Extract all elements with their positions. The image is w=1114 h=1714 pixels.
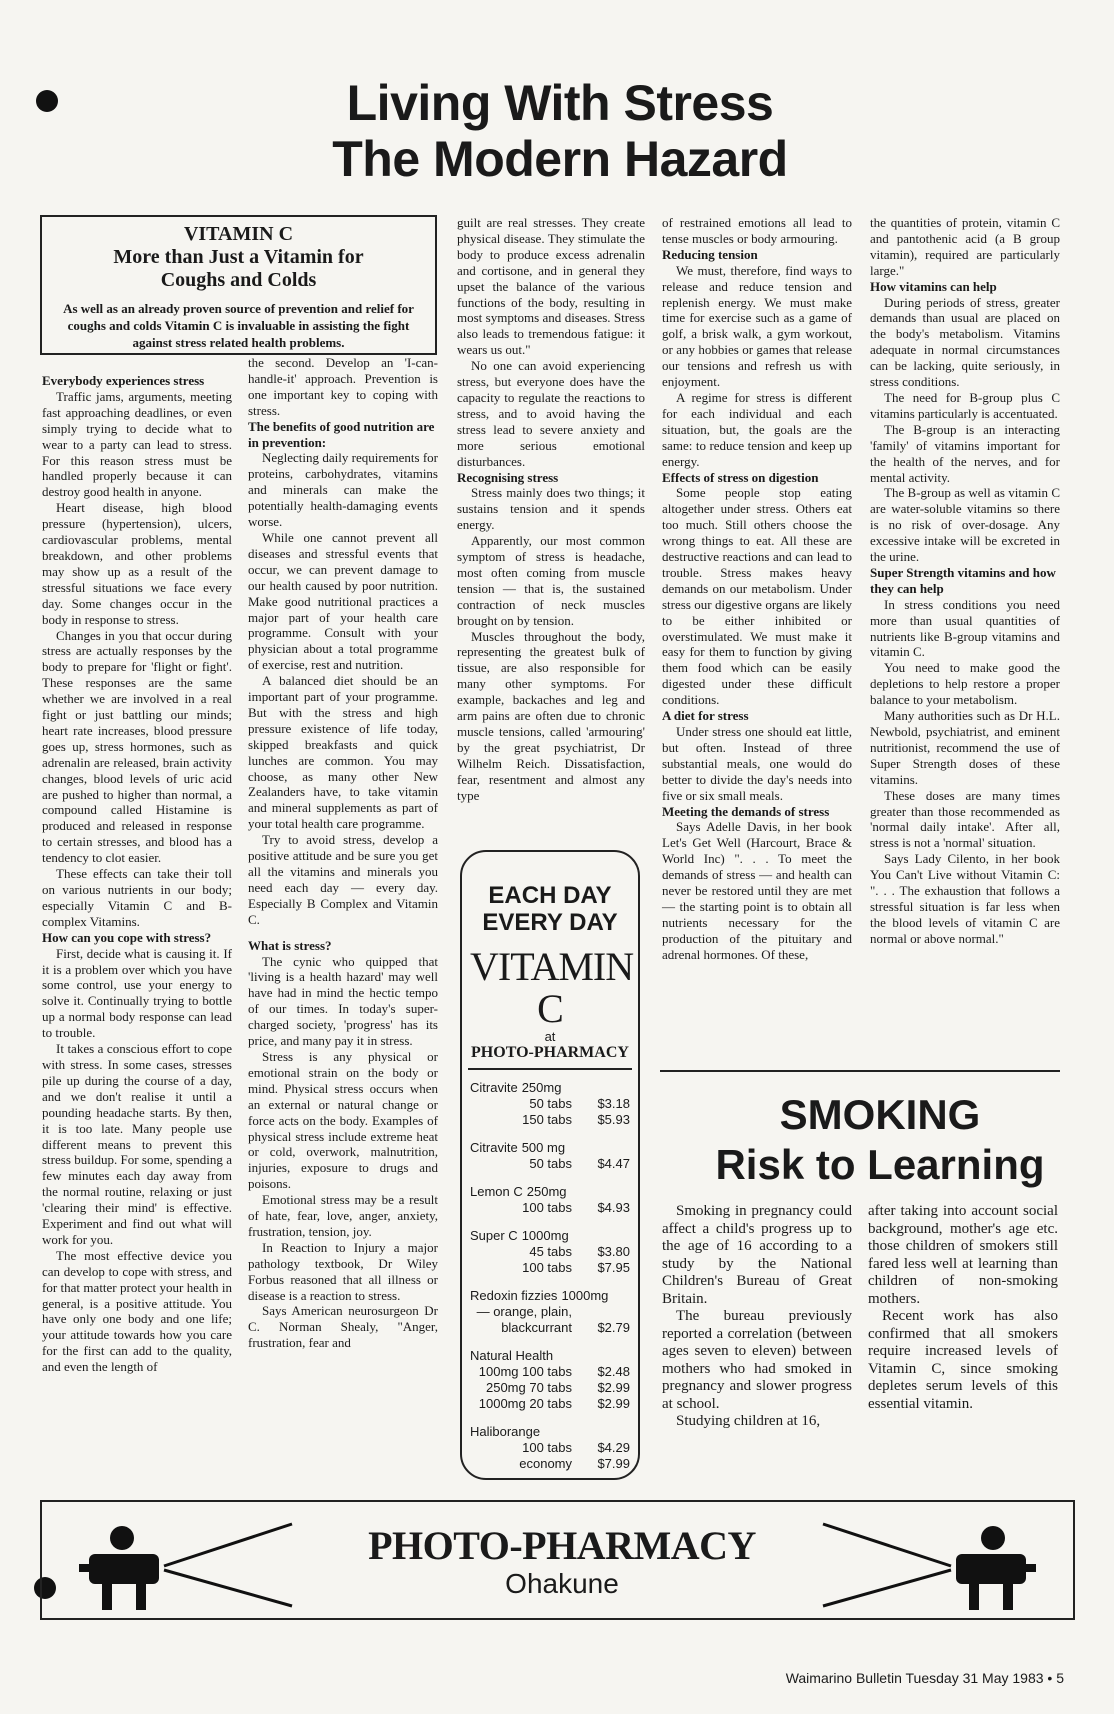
paragraph: Traffic jams, arguments, meeting fast approaching deadlines, or even simply trying to decide what to wear to a party can lead to stress. For this reason stress must be handled properly because it can destroy good health in anyone. xyxy=(42,388,232,500)
article-column-4 xyxy=(662,215,852,963)
product-name xyxy=(470,1348,630,1364)
paragraph: The cynic who quipped that 'living is a health hazard' may well have had in mind the hectic tempo of our times. In today's super-charged society, 'progress' has its price, and many pay it in stress. xyxy=(248,953,438,1049)
product-price-row xyxy=(470,1260,630,1276)
product-item xyxy=(470,1348,630,1412)
product-quantity: economy xyxy=(519,1456,572,1471)
paragraph: In stress conditions you need more than usual quantities of nutrients like B-group vitamins and vitamin C. xyxy=(870,596,1060,660)
paragraph: Apparently, our most common symptom of stress is headache, most often coming from muscle tension — that is, the sustained contraction of neck muscles brought on by tension. xyxy=(457,533,645,628)
paragraph: Smoking in pregnancy could affect a child's progress up to the age of 16 according to a study by the National Children's Bureau of Great Britain. xyxy=(662,1203,852,1307)
product-size: 1000mg xyxy=(561,1288,609,1303)
paragraph: It takes a conscious effort to cope with stress. In some cases, stresses pile up during the course of a day, and we don't realise it until a pounding headache starts. By then, it is too late. Many people use different means to prevent this stress buildup. For some, spending a few minutes each day away from the normal routine, relaxing or just 'clearing their mind' is effective. Experiment and find out what will work for you. xyxy=(42,1041,232,1247)
article-column-5 xyxy=(870,215,1060,947)
paragraph: In Reaction to Injury a major pathology textbook, Dr Wiley Forbus reasoned that all illness or disease is a reaction to stress. xyxy=(248,1239,438,1303)
banner-store-name: PHOTO-PHARMACY xyxy=(368,1523,756,1568)
paragraph: the second. Develop an 'I-can-handle-it' approach. Prevention is one important key to coping with stress. xyxy=(248,355,438,418)
product-quantity: 100 tabs xyxy=(522,1440,572,1455)
product-price-row xyxy=(470,1320,630,1336)
product-size: 250mg xyxy=(521,1080,562,1095)
subheading: The benefits of good nutrition are in prevention: xyxy=(248,418,435,450)
paragraph: The B-group as well as vitamin C are water-soluble vitamins so there is no risk of over-dosage. Any excessive intake will be excreted in the urine. xyxy=(870,485,1060,565)
product-price: $2.99 xyxy=(597,1396,630,1411)
paragraph: Muscles throughout the body, representing the greatest bulk of tissue, are also responsible for many other symptoms. For example, backaches and leg and arm pains are often due to chronic muscle tensions, called 'armouring' by the great psychiatrist, Dr Wilhelm Reich. Dissatisfaction, fear, resentment and almost any type xyxy=(457,628,645,803)
paragraph: Emotional stress may be a result of hate, fear, love, anger, anxiety, frustration, tension, joy. xyxy=(248,1192,438,1239)
paragraph: guilt are real stresses. They create physical disease. They stimulate the body to produce excess adrenalin and cortisone, and in general they upset the balance of the various functions of the body, resulting in most symptoms and diseases. Stress also leads to tremendous fatigue: it wears us out." xyxy=(457,215,645,358)
product-price-row xyxy=(470,1244,630,1260)
paragraph: These effects can take their toll on various nutrients in our body; especially Vitamin C and B-complex Vitamins. xyxy=(42,866,232,929)
product-quantity: 150 tabs xyxy=(522,1112,572,1127)
subheading: A diet for stress xyxy=(662,708,749,724)
title-line-1: Living With Stress xyxy=(346,75,774,131)
paragraph: During periods of stress, greater demands than usual are placed on the body's metabolism. Vitamins adequate in normal circumstances can be lacking, quite seriously, in stress conditions. xyxy=(870,294,1060,390)
paragraph: Stress mainly does two things; it sustains tension and it spends energy. xyxy=(457,485,645,533)
product-item xyxy=(470,1140,630,1172)
pharmacy-banner xyxy=(40,1500,1075,1620)
advert-store-name: PHOTO-PHARMACY xyxy=(468,1044,632,1070)
product-size: 500 mg xyxy=(521,1140,566,1155)
article-column-1 xyxy=(42,373,232,1375)
product-size: 1000mg xyxy=(521,1228,569,1243)
product-quantity: 1000mg 20 tabs xyxy=(478,1396,572,1411)
product-name xyxy=(470,1228,630,1244)
product-price: $2.99 xyxy=(597,1380,630,1395)
box-body: As well as an already proven source of prevention and relief for coughs and colds Vitamin C is invaluable in assisting the fight against stress related health problems. xyxy=(63,301,414,350)
paragraph: These doses are many times greater than those recommended as 'normal daily intake'. After all, stress is not a 'normal' situation. xyxy=(870,787,1060,851)
paragraph: Neglecting daily requirements for proteins, carbohydrates, vitamins and minerals can make the potentially health-damaging events worse. xyxy=(248,450,438,530)
paragraph: A regime for stress is different for each individual and each situation, but, the goals are the same: to reduce tension and keep up energy. xyxy=(662,389,852,469)
paragraph: Says American neurosurgeon Dr C. Norman Shealy, "Anger, frustration, fear and xyxy=(248,1303,438,1351)
product-price: $2.79 xyxy=(597,1320,630,1335)
paragraph: the quantities of protein, vitamin C and pantothenic acid (a B group vitamin), required are particularly large." xyxy=(870,215,1060,278)
paragraph: of restrained emotions all lead to tense muscles or body armouring. xyxy=(662,215,852,246)
vitamin-c-advert xyxy=(460,850,640,1480)
paragraph: No one can avoid experiencing stress, but everyone does have the capacity to regulate the reactions to stress, and to avoid having the stress lead to severe anxiety and more serious emotional disturbances. xyxy=(457,358,645,469)
paragraph: Changes in you that occur during stress are actually responses by the body to prepare for 'flight or fight'. These responses are the same whether we are involved in a real fight or just battling our minds; heart rate increases, blood pressure goes up, stress hormones, such as adrenalin are released, brain activity changes, blood levels of uric acid are pushed to higher than normal, a compound called Histamine is produced and released in response to certain stresses, and blood has a tendency to clot easier. xyxy=(42,627,232,866)
subheading: Recognising stress xyxy=(457,469,559,485)
subheading: How can you cope with stress? xyxy=(42,929,212,945)
smoking-column-1 xyxy=(662,1203,852,1431)
paragraph: Says Adelle Davis, in her book Let's Get Well (Harcourt, Brace & World Inc) ". . . To meet the demands of stress — and health can never be restored until they are met — the starting point is to obtain all nutrients necessary for the production of the pituitary and adrenal hormones. Of these, xyxy=(662,819,852,962)
paragraph: The bureau previously reported a correlation (between ages seven to eleven) between mothers who had smoked in pregnancy and slower progress at school. xyxy=(662,1308,852,1412)
product-name-text: Citravite xyxy=(470,1080,518,1095)
product-name-text: Super C xyxy=(470,1228,518,1243)
smoking-title-line-2: Risk to Learning xyxy=(715,1141,1045,1188)
product-price: $4.29 xyxy=(597,1440,630,1455)
product-name xyxy=(470,1184,630,1200)
product-price-row xyxy=(470,1364,630,1380)
banner-town: Ohakune xyxy=(505,1568,619,1599)
product-name-text: Natural Health xyxy=(470,1348,554,1363)
paragraph: after taking into account social background, mother's age etc. those children of smokers still fared less well at learning than children of non-smoking mothers. xyxy=(868,1203,1058,1307)
product-quantity: 100mg 100 tabs xyxy=(478,1364,572,1379)
product-price-row xyxy=(470,1112,630,1128)
product-name-text: Citravite xyxy=(470,1140,518,1155)
paragraph: While one cannot prevent all diseases and stressful events that occur, we can prevent damage to our health caused by poor nutrition. Make good nutritional practices a major part of your health care programme. Consult with your physician about a total programme of exercise, rest and nutrition. xyxy=(248,529,438,673)
paragraph: Some people stop eating altogether under stress. Others eat too much. Still others choose the wrong things to eat. All these are destructive reactions and can lead to trouble. Stress makes heavy demands on our metabolism. Under stress our digestive organs are likely to be either inhibited or overstimulated. We must make it easy for them to function by giving them food which can be easily digested under these difficult conditions. xyxy=(662,485,852,708)
product-price-row xyxy=(470,1440,630,1456)
paragraph: You need to make good the depletions to help restore a proper balance to your metabolism. xyxy=(870,660,1060,708)
product-name-text: Redoxin fizzies xyxy=(470,1288,558,1303)
page-title xyxy=(200,75,920,187)
box-heading: Coughs and Colds xyxy=(160,269,317,291)
product-quantity: blackcurrant xyxy=(501,1320,572,1335)
product-price: $3.80 xyxy=(597,1244,630,1259)
paragraph: Stress is any physical or emotional strain on the body or mind. Physical stress occurs when an external or natural change or force acts on the body. Examples of physical stress include extreme heat or cold, overwork, malnutrition, injuries, exposure to drugs and poisons. xyxy=(248,1048,438,1192)
product-item xyxy=(470,1424,630,1472)
divider-rule xyxy=(660,1070,1060,1072)
product-price: $4.93 xyxy=(597,1200,630,1215)
paragraph: The B-group is an interacting 'family' of vitamins important for the health of the nerves, and for mental activity. xyxy=(870,421,1060,485)
product-name-text: Lemon C xyxy=(470,1184,523,1199)
product-name xyxy=(470,1424,630,1440)
subheading: Super Strength vitamins and how they can help xyxy=(870,564,1056,596)
product-name-text: Haliborange xyxy=(470,1424,541,1439)
paragraph: Under stress one should eat little, but often. Instead of three substantial meals, one would do better to divide the day's needs into five or six small meals. xyxy=(662,724,852,803)
product-quantity: 100 tabs xyxy=(522,1200,572,1215)
page-footer: Waimarino Bulletin Tuesday 31 May 1983 • 5 xyxy=(785,1670,1064,1686)
paragraph: Says Lady Cilento, in her book You Can't Live without Vitamin C: ". . . The exhaustion that follows a stressful situation is far less when the blood levels of vitamin C are normal or above normal." xyxy=(870,851,1060,946)
product-item xyxy=(470,1080,630,1128)
product-item xyxy=(470,1184,630,1216)
product-name xyxy=(470,1288,630,1304)
advert-heading: EVERY DAY xyxy=(482,909,618,936)
box-heading: More than Just a Vitamin for xyxy=(113,246,364,268)
product-size: 250mg xyxy=(526,1184,567,1199)
advert-at: at xyxy=(544,1029,556,1044)
product-price-row xyxy=(470,1200,630,1216)
subheading: What is stress? xyxy=(248,937,332,953)
subheading: How vitamins can help xyxy=(870,278,997,294)
product-price: $5.93 xyxy=(597,1112,630,1127)
paragraph: First, decide what is causing it. If it is a problem over which you have some control, use your energy to solve it. Continually trying to bottle up a normal body response can lead to trouble. xyxy=(42,945,232,1041)
paragraph: Heart disease, high blood pressure (hypertension), ulcers, cardiovascular problems, mental breakdown, and other problems may show up as a result of the stressful situations we face every day. Some changes occur in the body in response to stress. xyxy=(42,500,232,627)
mortar-pestle-icon xyxy=(821,1506,1061,1616)
registration-dot xyxy=(36,90,58,112)
product-price-row xyxy=(470,1304,630,1320)
product-quantity: 50 tabs xyxy=(529,1156,572,1171)
product-price-row xyxy=(470,1396,630,1412)
product-price: $2.48 xyxy=(597,1364,630,1379)
product-quantity: 100 tabs xyxy=(522,1260,572,1275)
product-name xyxy=(470,1080,630,1096)
paragraph: A balanced diet should be an important part of your programme. But with the stress and high pressure existence of life today, skipped breakfasts and quick lunches are common. You may choose, as many other New Zealanders have, to take vitamin and mineral supplements as part of your total health care programme. xyxy=(248,673,438,832)
paragraph: We must, therefore, find ways to release and reduce tension and replenish energy. We must make time for exercise such as a game of golf, a brisk walk, a gym workout, or any hobbies or games that release our tensions and refresh us with enjoyment. xyxy=(662,262,852,390)
paragraph: The most effective device you can develop to cope with stress, and for that matter protect your health in general, is a positive attitude. You have only one body and one life; your attitude towards how you care for the first can add to the quality, and even the length of xyxy=(42,1247,232,1375)
title-line-2: The Modern Hazard xyxy=(332,131,788,187)
subheading: Effects of stress on digestion xyxy=(662,469,819,485)
product-price: $7.95 xyxy=(597,1260,630,1275)
paragraph: Studying children at 16, xyxy=(676,1413,821,1429)
product-price xyxy=(580,1304,630,1320)
vitamin-c-box xyxy=(40,215,437,355)
smoking-title xyxy=(660,1090,1100,1190)
product-name xyxy=(470,1140,630,1156)
paragraph: Many authorities such as Dr H.L. Newbold, psychiatrist, and eminent nutritionist, recommend the use of Super Strength doses of these vitamins. xyxy=(870,708,1060,787)
paragraph: The need for B-group plus C vitamins particularly is accentuated. xyxy=(870,389,1060,421)
product-price-row xyxy=(470,1156,630,1172)
product-quantity: 250mg 70 tabs xyxy=(485,1380,572,1395)
product-price-row xyxy=(470,1096,630,1112)
subheading: Meeting the demands of stress xyxy=(662,803,830,819)
product-quantity: — orange, plain, xyxy=(476,1304,572,1319)
product-price: $7.99 xyxy=(597,1456,630,1471)
product-quantity: 45 tabs xyxy=(529,1244,572,1259)
product-item xyxy=(470,1228,630,1276)
mortar-pestle-icon xyxy=(54,1506,294,1616)
smoking-title-line-1: SMOKING xyxy=(779,1091,981,1138)
advert-heading: EACH DAY xyxy=(488,882,612,909)
subheading: Everybody experiences stress xyxy=(42,373,205,388)
product-list xyxy=(470,1080,630,1472)
product-item xyxy=(470,1288,630,1336)
product-price-row xyxy=(470,1380,630,1396)
paragraph: Try to avoid stress, develop a positive attitude and be sure you get all the vitamins and minerals you need each day — every day. Especially B Complex and Vitamin C. xyxy=(248,832,438,927)
subheading: Reducing tension xyxy=(662,246,758,262)
box-heading: VITAMIN C xyxy=(183,223,294,245)
product-quantity: 50 tabs xyxy=(529,1096,572,1111)
article-column-3 xyxy=(457,215,645,804)
smoking-column-2 xyxy=(868,1203,1058,1413)
product-price-row xyxy=(470,1456,630,1472)
product-price: $4.47 xyxy=(597,1156,630,1171)
product-price: $3.18 xyxy=(597,1096,630,1111)
article-column-2 xyxy=(248,355,438,1351)
paragraph: Recent work has also confirmed that all smokers require increased levels of Vitamin C, since smoking depletes serum levels of this essential vitamin. xyxy=(868,1308,1058,1412)
advert-vitamin-title: VITAMIN C xyxy=(470,944,634,1031)
